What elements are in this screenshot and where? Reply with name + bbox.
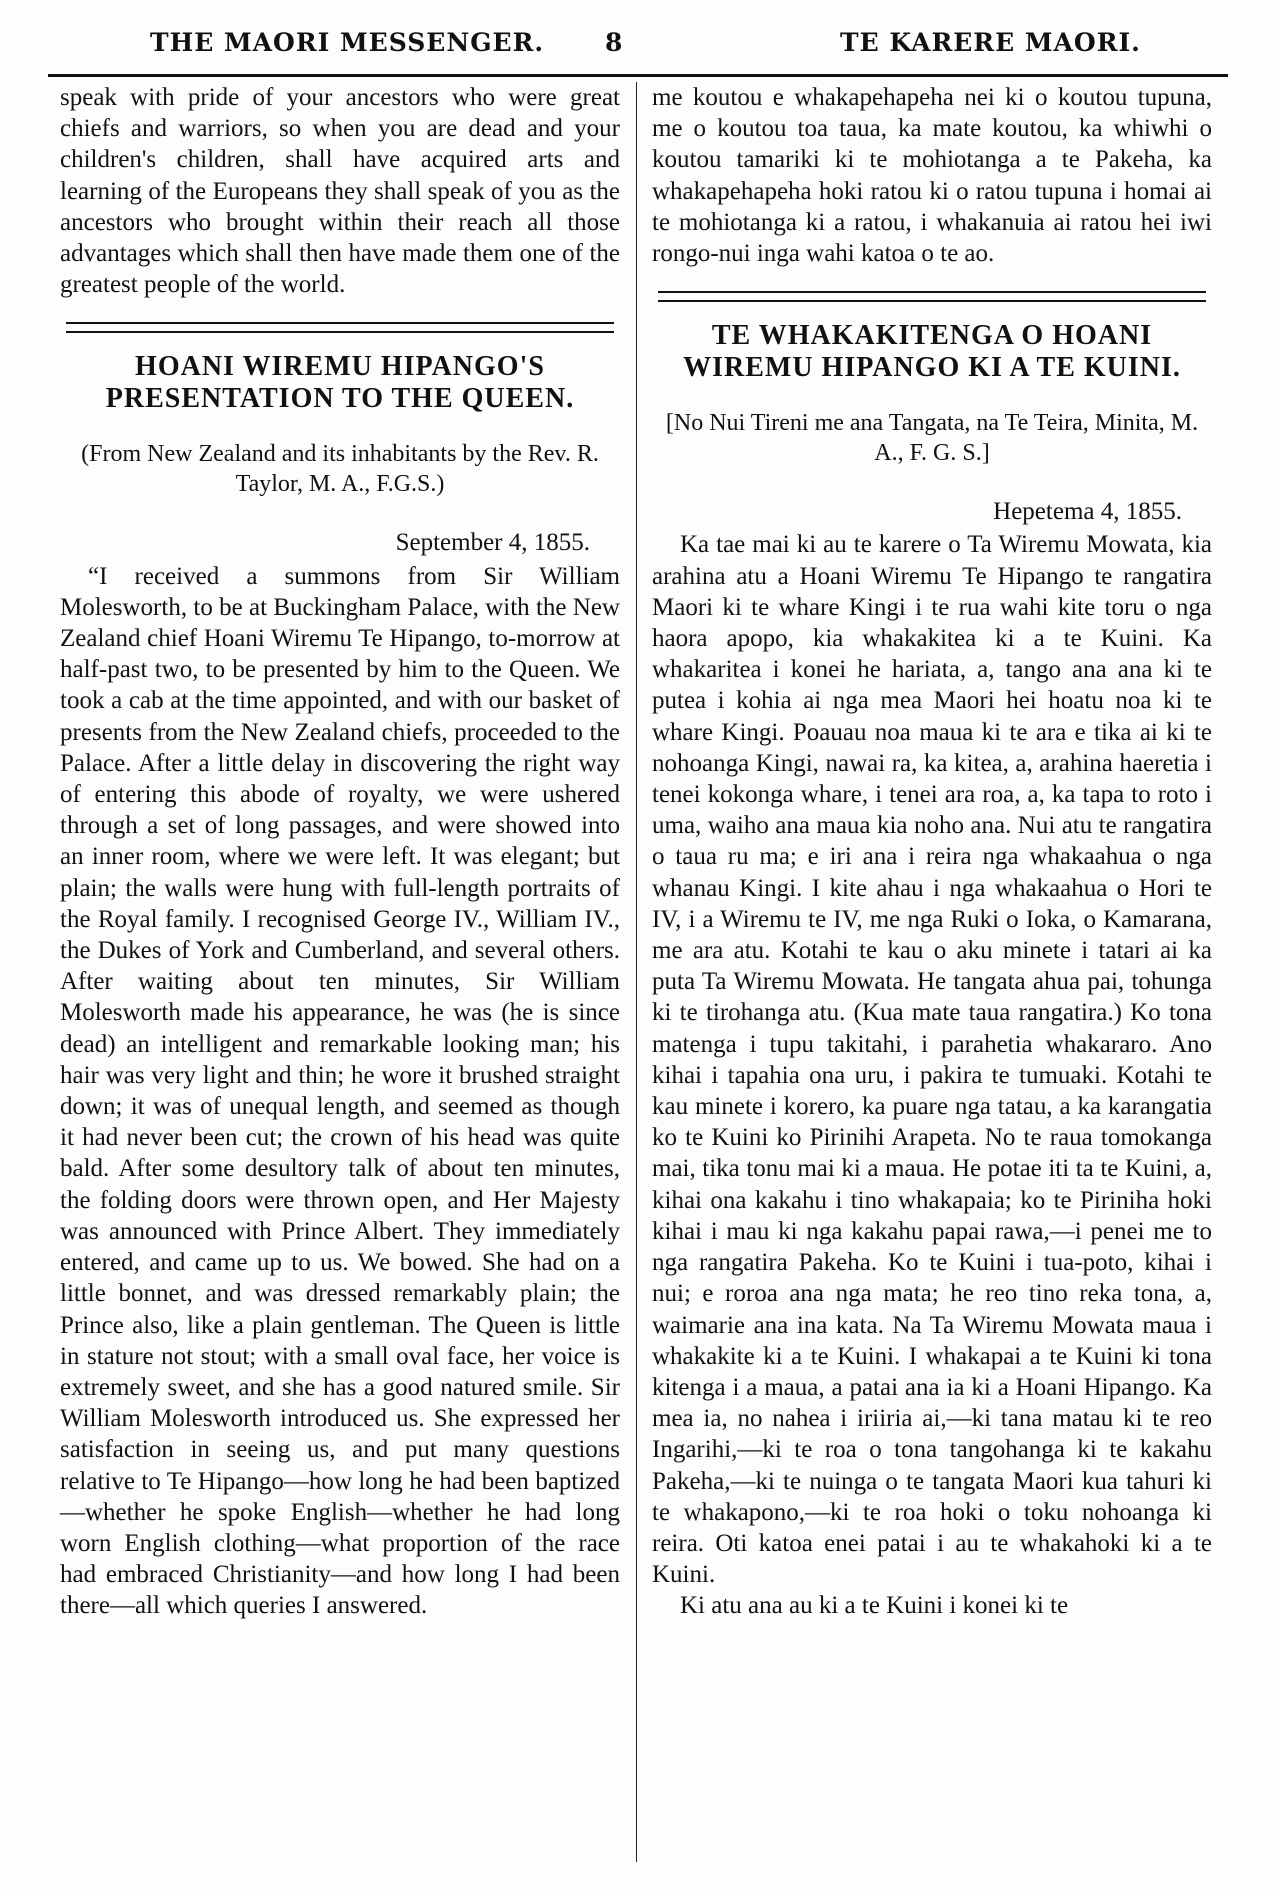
english-body: “I received a summons from Sir William Molesworth, to be at Buckingham Palace, with the New Zealand chief Hoani Wiremu Te Hipango, to-morrow at half-past two, to be presented by him to the Queen. We took a cab at the time appointed, and with our basket of presents from the New Zealand chiefs, proceeded to the Palace. After a little delay in discovering the right way of entering this abode of royalty, we were ushered through a set of long passages, and were showed into an inner room, where we were left. It was elegant; but plain; the walls were hung with full-length portraits of the Royal family. I recognised George IV., William IV., the Dukes of York and Cumberland, and several others. After waiting about ten minutes, Sir William Molesworth made his appearance, he was (he is since dead) an intelligent and remarkable looking man; his hair was very light and thin; he wore it brushed straight down; it was of unequal length, and seemed as though it had never been cut; the crown of his head was quite bald. After some desultory talk of about ten minutes, the folding doors were thrown open, and Her Majesty was announced with Prince Albert. They immediately entered, and came up to us. We bowed. She had on a little bonnet, and was dressed remarkably plain; the Prince also, like a plain gentleman. The Queen is little in stature not stout; with a small oval face, her voice is extremely sweet, and she has a good natured smile. Sir William Molesworth introduced us. She expressed her satisfaction in seeing us, and put many questions relative to Te Hipango—how long he had been baptized—whether he spoke English—whether he had long worn English clothing—what proportion of the race had embraced Christianity—and how long I had been there—all which queries I answered. [60, 562, 620, 1620]
maori-column [652, 82, 1212, 1622]
maori-date: Hepetema 4, 1855. [993, 498, 1182, 526]
english-date: September 4, 1855. [395, 529, 590, 557]
english-source-note: (From New Zealand and its inhabitants by the Rev. R. Taylor, M. A., F.G.S.) [81, 441, 599, 498]
maori-intro-paragraph: me koutou e whakapehapeha nei ki o koutou tupuna, me o koutou toa taua, ka mate koutou, ka whiwhi o koutou tamariki ki te mohiotanga a te Pakeha, ka whakapehapeha hoki ratou ki o ratou tupuna i homai ai te mohiotanga ki a ratou, i whakanuia ai ratou hei iwi rongo-nui inga wahi katoa o te ao. [652, 84, 1212, 268]
header-maori-title: TE KARERE MAORI. [840, 28, 1141, 57]
header-english-title: THE MAORI MESSENGER. [150, 28, 545, 57]
column-divider [636, 82, 637, 1862]
header-rule [48, 74, 1228, 77]
maori-body: Ka tae mai ki au te karere o Ta Wiremu Mowata, kia arahina atu a Hoani Wiremu Te Hipango te rangatira Maori ki te whare Kingi i te rua wahi kite toru o nga haora apopo, kia whakakitea ki a te Kuini. Ka whakaritea i konei he hariata, a, tango ana ana ki te putea i kohia ai nga mea Maori hei hoatu noa ki te whare Kingi. Poauau noa maua ki te ara e tika ai ki te nohoanga Kingi, nawai ra, ka kitea, a, arahina haeretia i tenei kokonga whare, i tenei ara roa, a, ka tapa to roto i uma, waiho ana maua kia noho ana. Nui atu te rangatira o taua ru ma; e iri ana i reira nga whakaahua o nga whanau Kingi. I kite ahau i nga whakaahua o Hori te IV, i a Wiremu te IV, me nga Ruki o Ioka, o Kamarana, me ara atu. Kotahi te kau o aku minete i tatari ai ka puta Ta Wiremu Mowata. He tangata ahua pai, tohunga ki te tirohanga atu. (Kua mate taua rangatira.) Ko tona matenga i tupu takitahi, i parahetia whakararo. Ano kihai i tapahia ona uru, i pakira te tumuaki. Kotahi te kau minete i korero, ka puare nga tatau, a ka karangatia ko te Kuini ko Pirinihi Arapeta. No te raua tomokanga mai, tika tonu mai ki a maua. He potae iti ta te Kuini, a, kihai ona kakahu i tino whakapaia; ko te Piriniha hoki kihai i mau ki nga kakahu papai rawa,—i penei me to nga rangatira Pakeha. Ko te Kuini i tua-poto, kihai i nui; e roroa ana nga mata; he reo tino reka tona, a, waimarie ana ina kata. Na Ta Wiremu Mowata maua i whakakite ki a te Kuini. I whakapai a te Kuini ki tona kitenga i a maua, a patai ana ia ki a Hoani Hipango. Ka mea ia, no nahea i iriiria ai,—ki tana matau ki te reo Ingarihi,—ki te roa o tona tangohanga ki te kakahu Pakeha,—ki te nuinga o te tangata Maori kua tahuri ki te whakapono,—ki te roa hoki o toku nohoanga ki reira. Oti katoa enei patai i au te whakahoki ki a te Kuini. [652, 531, 1212, 1589]
section-rule-left [66, 322, 614, 333]
maori-source-note: [No Nui Tireni me ana Tangata, na Te Teira, Minita, M. A., F. G. S.] [665, 410, 1199, 467]
page-header [40, 18, 1240, 62]
english-intro-paragraph: speak with pride of your ancestors who were great chiefs and warriors, so when you are dead and your children's children, shall have acquired arts and learning of the Europeans they shall speak of you as the ancestors who brought within their reach all those advantages which shall then have made them one of the greatest people of the world. [60, 84, 620, 299]
english-article-title: HOANI WIREMU HIPANGO'S PRESENTATION TO THE QUEEN. [105, 351, 575, 415]
maori-closing-fragment: Ki atu ana au ki a te Kuini i konei ki te [680, 1592, 1069, 1620]
maori-article-title: TE WHAKAKITENGA O HOANI WIREMU HIPANGO KI A TE KUINI. [683, 320, 1181, 384]
english-column [60, 82, 620, 1622]
page-number: 8 [605, 28, 624, 57]
section-rule-right [658, 291, 1206, 302]
